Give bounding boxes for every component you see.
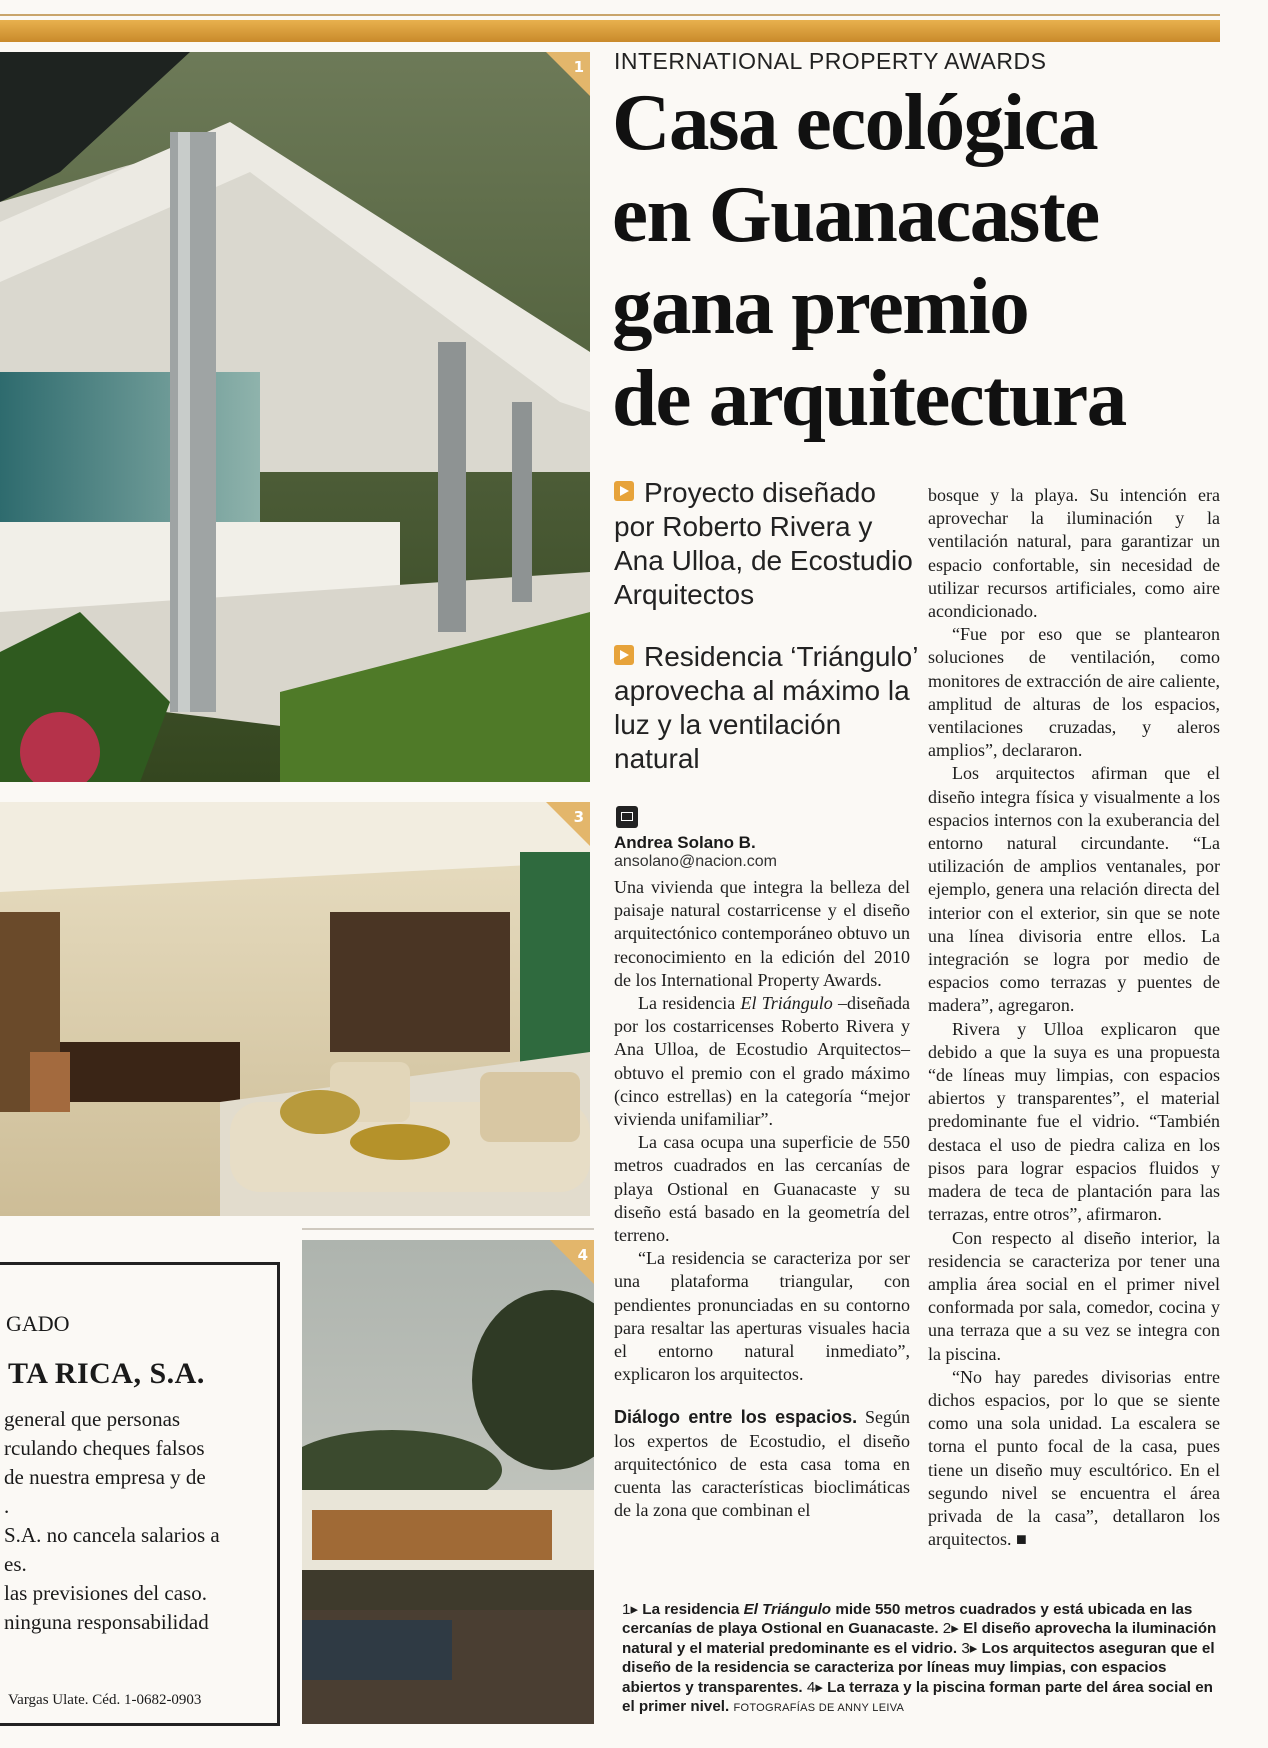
arrow-icon xyxy=(614,481,634,501)
byline-author: Andrea Solano B. xyxy=(614,833,756,852)
photo-terrace-exterior xyxy=(0,52,590,782)
photo-number-badge-1: 1 xyxy=(546,52,590,96)
paragraph: “Fue por eso que se plantearon soluciones de ventilación, como monitores de extracción de aire caliente, amplitud de alturas de los espacios, ventilaciones cruzadas, y aleros amplios”, declararon. xyxy=(928,624,1220,761)
photo-number-badge-3: 3 xyxy=(546,802,590,846)
photo-credit: FOTOGRAFÍAS DE ANNY LEIVA xyxy=(733,1702,905,1715)
article-column-2 xyxy=(928,484,1220,1551)
subhead: Diálogo entre los espacios. xyxy=(614,1407,858,1428)
photo-divider xyxy=(302,1228,594,1230)
section-kicker: INTERNATIONAL PROPERTY AWARDS xyxy=(614,48,1047,74)
ad-line: las previsiones del caso. xyxy=(4,1581,207,1605)
article-column-1 xyxy=(614,876,910,1522)
legal-notice-ad xyxy=(0,1262,280,1726)
photo-caption: 1▸ La residencia El Triángulo mide 550 metros cuadrados y está ubicada en las cercanías de playa Ostional en Guanacaste. 2▸ El diseño aprovecha la iluminación natural y el material predominante es el vidrio. 3▸ Los arquitectos aseguran que el diseño de la residencia se caracteriza por líneas muy limpias, con espacios abiertos y transparentes. 4▸ La terraza y la piscina forman parte del área social en el primer nivel. FOTOGRAFÍAS DE ANNY LEIVA xyxy=(622,1601,1217,1716)
ad-footer: Vargas Ulate. Céd. 1-0682-0903 xyxy=(8,1692,202,1708)
paragraph: Rivera y Ulloa explicaron que debido a que la suya es una propuesta “de líneas muy limpias, con espacios abiertos y transparentes”, el material predominante fue el vidrio. “También destaca el uso de piedra caliza en los pisos para lograr espacios fluidos y madera de teca de plantación para las terrazas, entre otros”, afirmaron. xyxy=(928,1018,1220,1225)
ad-line: . xyxy=(4,1494,10,1518)
deck-item-2 xyxy=(614,640,924,776)
paragraph: Los arquitectos afirman que el diseño integra física y visualmente a los espacios internos con la exuberancia del entorno natural circundante. “La utilización de amplios ventanales, por ejemplo, genera una relación directa del interior con el exterior, sin que se note una línea divisoria entre ellos. La integración se logra por medio de espacios como terrazas y puentes de madera”, agregaron. xyxy=(928,763,1220,1016)
section-color-band xyxy=(0,20,1220,42)
ad-line: ninguna responsabilidad xyxy=(4,1610,209,1634)
paragraph: Una vivienda que integra la belleza del paisaje natural costarricense y el diseño arquitectónico contemporáneo obtuvo un reconocimiento en la edición del 2010 de los International Property Awards. xyxy=(614,877,910,990)
paragraph: “No hay paredes divisorias entre dichos espacios, por lo que se siente como una sola unidad. La escalera se torna el punto focal de la casa, pues tiene un diseño muy escultórico. En el segundo nivel se encuentra el área privada de la casa”, detallaron los arquitectos. ■ xyxy=(928,1366,1220,1550)
paragraph: La casa ocupa una superficie de 550 metros cuadrados en las cercanías de playa Ostional en Guanacaste y su diseño está basado en la geometría del terreno. xyxy=(614,1132,910,1246)
headline xyxy=(612,76,1232,444)
ad-body xyxy=(4,1405,276,1637)
headline-line: gana premio xyxy=(612,261,1029,351)
photo-number-badge-4: 4 xyxy=(550,1240,594,1284)
paragraph: La residencia El Triángulo –diseñada por los costarricenses Roberto Rivera y Ana Ulloa, de Ecostudio Arquitectos– obtuvo el premio con el grado máximo (cinco estrellas) en la categoría “mejor vivienda unifamiliar”. xyxy=(614,993,910,1130)
deck-text: Residencia ‘Triángulo’ aprovecha al máximo la luz y la ventilación natural xyxy=(614,641,918,774)
deck-item-1 xyxy=(614,476,924,612)
ad-company-name: TA RICA, S.A. xyxy=(8,1357,205,1390)
paragraph: Con respecto al diseño interior, la residencia se caracteriza por tener una amplia área social en el primer nivel conformada por sala, comedor, cocina y una terraza que a su vez se integra con la piscina. xyxy=(928,1227,1220,1364)
email-icon xyxy=(616,806,638,828)
ad-line: general que personas xyxy=(4,1407,181,1431)
ad-line: es. xyxy=(4,1552,27,1576)
headline-line: en Guanacaste xyxy=(612,169,1099,259)
ad-line: S.A. no cancela salarios a xyxy=(4,1523,220,1547)
headline-line: de arquitectura xyxy=(612,353,1126,443)
ad-line: rculando cheques falsos xyxy=(4,1436,205,1460)
ad-line: de nuestra empresa y de xyxy=(4,1465,206,1489)
headline-line: Casa ecológica xyxy=(612,77,1098,167)
paragraph: bosque y la playa. Su intención era aprovechar la iluminación y la ventilación natural, para garantizar un espacio confortable, sin necesidad de utilizar recursos artificiales, como aire acondicionado. xyxy=(928,485,1220,622)
deck-text: Proyecto diseñado por Roberto Rivera y Ana Ulloa, de Ecostudio Arquitectos xyxy=(614,477,913,610)
paragraph: Diálogo entre los espacios. Según los expertos de Ecostudio, el diseño arquitectónico de esta casa toma en cuenta las características bioclimáticas de la zona que combinan el xyxy=(614,1407,910,1521)
paragraph: “La residencia se caracteriza por ser una plataforma triangular, con pendientes pronunciadas en su contorno para resaltar las aperturas visuales hacia el entorno natural inmediato”, explicaron los arquitectos. xyxy=(614,1248,910,1385)
ad-heading: GADO xyxy=(6,1311,70,1336)
photo-pool-terrace xyxy=(302,1240,594,1724)
photo-interior-living xyxy=(0,802,590,1216)
arrow-icon xyxy=(614,645,634,665)
top-rule xyxy=(0,14,1220,16)
byline-email: ansolano@nacion.com xyxy=(614,853,778,870)
